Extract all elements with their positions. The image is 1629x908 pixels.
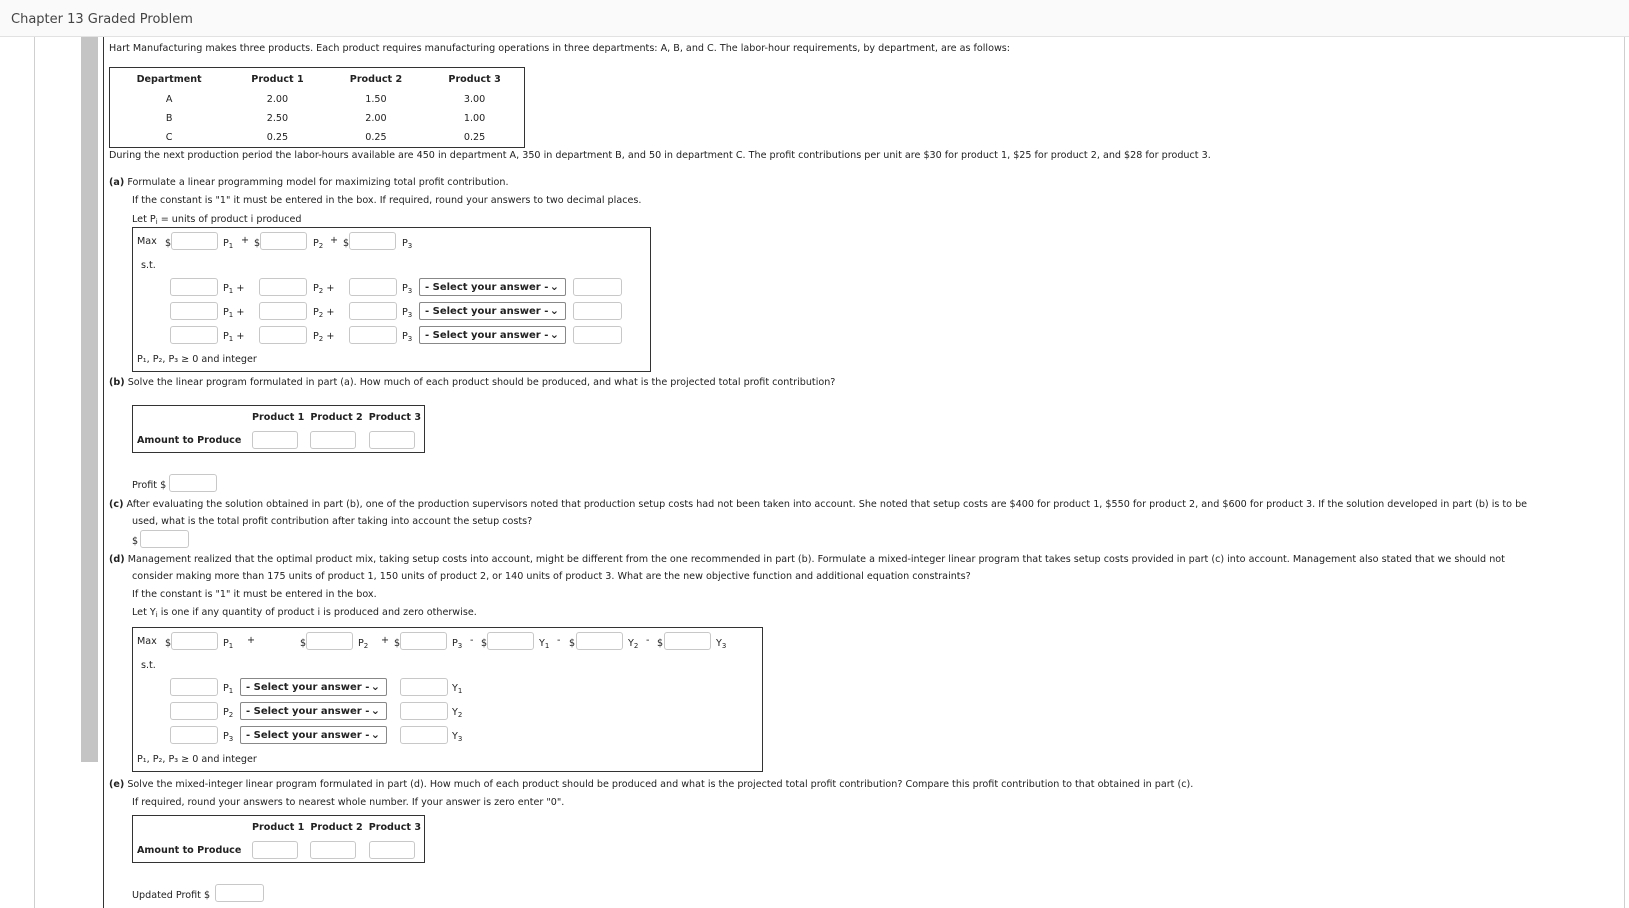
var-sub: 1 [228, 642, 234, 650]
milp-constraint-1-coef-input[interactable] [170, 678, 218, 696]
profit-label: Profit $ [132, 480, 167, 491]
constraint-a-p1-input[interactable] [170, 278, 218, 296]
row-label: Amount to Produce [137, 434, 242, 446]
table-header: Product 1 [251, 73, 304, 85]
table-row [110, 128, 525, 148]
select-value: - Select your answer - [246, 706, 370, 717]
milp-objective-p3-input[interactable] [400, 632, 447, 650]
plus-sign: + [247, 635, 256, 646]
minus-sign: - [470, 635, 474, 646]
let-suffix: = units of product i produced [157, 214, 302, 225]
minus-sign: - [557, 635, 561, 646]
let-subscript: i [155, 218, 158, 226]
var-y3 [716, 637, 726, 653]
var-p2 [358, 637, 368, 653]
var-sub: 3 [407, 311, 413, 319]
table-cell: 0.25 [266, 132, 289, 143]
plus-sign: + [236, 331, 245, 342]
part-e-question-text: Solve the mixed-integer linear program formulated in part (d). How much of each product should be produced and what is the projected total profit contribution? Compare this profit contribution to that obtained in part (c). [127, 779, 1194, 790]
milp-amount-product-1-input[interactable] [252, 841, 298, 859]
var-letter: P [223, 731, 229, 742]
dollar-sign: $ [394, 638, 401, 649]
part-d-question-line1: Management realized that the optimal product mix, taking setup costs into account, might be different from the one recommended in part (b). Formulate a mixed-integer linear program that takes setup costs provided in part (c) into account. Management also stated that we should not [127, 554, 1505, 565]
table-cell: C [165, 132, 173, 143]
var-p3 [223, 730, 233, 746]
var-letter: P [223, 638, 229, 649]
var-sub: 2 [318, 335, 324, 343]
constraint-a-p2-input[interactable] [259, 278, 307, 296]
constraint-a-p3-input[interactable] [349, 278, 397, 296]
var-letter: P [313, 331, 319, 342]
var-letter: P [358, 638, 364, 649]
var-letter: P [223, 331, 229, 342]
amount-product-2-input[interactable] [310, 431, 356, 449]
var-letter: Y [452, 683, 458, 694]
objective-coef-p1-input[interactable] [171, 232, 218, 250]
part-d-question-line2: consider making more than 175 units of product 1, 150 units of product 2, or 140 units of product 3. What are the new objective function and additional equation constraints? [132, 571, 971, 582]
table-cell: A [165, 94, 173, 105]
chevron-down-icon: ⌄ [549, 280, 559, 293]
var-letter: P [223, 283, 229, 294]
table-cell: B [165, 113, 173, 124]
var-letter: P [223, 238, 229, 249]
st-label: s.t. [141, 660, 156, 671]
constraint-c-p3-input[interactable] [349, 326, 397, 344]
part-b-question [109, 376, 835, 389]
var-sub: 2 [633, 642, 639, 650]
var-letter: P [402, 238, 408, 249]
table-cell [249, 428, 307, 453]
plus-sign: + [381, 635, 390, 646]
part-a-instruction: If the constant is "1" it must be entered in the box. If required, round your answers to two decimal places. [132, 195, 642, 206]
part-label: (b) [109, 377, 125, 388]
part-e-question [109, 778, 1193, 791]
var-y1 [452, 682, 462, 698]
part-c-question-line2: used, what is the total profit contribution after taking into account the setup costs? [132, 516, 533, 527]
constraint-b-relation-select[interactable] [419, 302, 566, 320]
select-value: - Select your answer - [425, 330, 549, 341]
var-y2 [628, 637, 638, 653]
table-cell [249, 838, 307, 863]
var-p1 [223, 682, 233, 698]
select-value: - Select your answer - [246, 682, 370, 693]
part-a-question-text: Formulate a linear programming model for maximizing total profit contribution. [127, 177, 509, 188]
var-p3 [402, 237, 412, 253]
var-sub: 2 [318, 242, 324, 250]
table-header: Product 3 [448, 73, 501, 85]
milp-amount-product-2-input[interactable] [310, 841, 356, 859]
var-sub: 3 [721, 642, 727, 650]
var-sub: 1 [228, 287, 234, 295]
milp-objective-p1-input[interactable] [171, 632, 218, 650]
dollar-sign: $ [657, 638, 664, 649]
profit-input[interactable] [169, 474, 217, 492]
dollar-sign: $ [254, 238, 261, 249]
dollar-sign: $ [343, 238, 350, 249]
updated-profit-label: Updated Profit $ [132, 890, 211, 901]
intro-text: Hart Manufacturing makes three products. Each product requires manufacturing operations in three departments: A, B, and C. The labor-hour requirements, by department, are as follows: [109, 43, 1011, 54]
table-cell: 2.00 [266, 94, 289, 105]
var-p3 [402, 282, 412, 298]
minus-sign: - [646, 635, 650, 646]
lp-model-box [132, 227, 651, 372]
var-sub: 1 [228, 311, 234, 319]
table-cell: 0.25 [463, 132, 486, 143]
constraint-c-p1-input[interactable] [170, 326, 218, 344]
table-header-empty [133, 406, 250, 429]
table-header: Product 1 [252, 821, 305, 833]
part-label: (d) [109, 554, 125, 565]
table-header: Department [136, 73, 202, 85]
var-letter: P [223, 307, 229, 318]
var-sub: 1 [228, 687, 234, 695]
var-y3 [452, 730, 462, 746]
var-sub: 1 [457, 687, 463, 695]
var-sub: 3 [228, 735, 234, 743]
content-rule [103, 37, 104, 908]
dollar-sign: $ [569, 638, 576, 649]
part-a-question [109, 176, 509, 189]
var-p1 [223, 282, 244, 298]
row-label: Amount to Produce [137, 844, 242, 856]
table-row [110, 109, 525, 128]
milp-objective-y2-input[interactable] [576, 632, 623, 650]
var-p2 [313, 330, 334, 346]
table-row [133, 428, 425, 453]
var-sub: 3 [407, 287, 413, 295]
var-letter: Y [452, 731, 458, 742]
table-cell: 1.00 [463, 113, 486, 124]
plus-sign: + [326, 331, 335, 342]
constraint-b-p1-input[interactable] [170, 302, 218, 320]
table-header: Product 3 [368, 411, 422, 423]
table-cell: 2.50 [266, 113, 289, 124]
select-value: - Select your answer - [425, 306, 549, 317]
var-p2 [223, 706, 233, 722]
part-d-let [132, 606, 477, 622]
var-letter: Y [539, 638, 545, 649]
part-label: (e) [109, 779, 125, 790]
part-b-question-text: Solve the linear program formulated in part (a). How much of each product should be produced, and what is the projected total profit contribution? [127, 377, 836, 388]
dollar-sign: $ [132, 536, 139, 547]
table-header-row [133, 816, 425, 839]
chevron-down-icon: ⌄ [370, 728, 380, 741]
var-letter: P [452, 638, 458, 649]
part-label: (c) [109, 499, 124, 510]
milp-constraint-1-y-input[interactable] [400, 678, 448, 696]
objective-coef-p2-input[interactable] [260, 232, 307, 250]
var-sub: 1 [228, 242, 234, 250]
var-letter: P [402, 331, 408, 342]
table-cell [307, 428, 365, 453]
part-c-question-line1: After evaluating the solution obtained in part (b), one of the production supervisors noted that production setup costs had not been taken into account. She noted that setup costs are $400 for product 1, $550 for product 2, and $600 for product 3. If the solution developed in part (b) is to be [126, 499, 1528, 510]
plus-sign: + [326, 283, 335, 294]
var-p3 [402, 330, 412, 346]
plus-sign: + [236, 283, 245, 294]
labor-hours-table [109, 67, 525, 148]
var-letter: P [402, 283, 408, 294]
max-label: Max [137, 636, 157, 647]
var-y1 [539, 637, 549, 653]
nonnegativity-text: P₁, P₂, P₃ ≥ 0 and integer [137, 354, 257, 365]
var-sub: 2 [457, 711, 463, 719]
table-cell [307, 838, 365, 863]
select-value: - Select your answer - [425, 282, 549, 293]
milp-constraint-3-coef-input[interactable] [170, 726, 218, 744]
var-p1 [223, 330, 244, 346]
plus-sign: + [326, 307, 335, 318]
header-bar [0, 0, 1629, 37]
table-cell: 3.00 [463, 94, 486, 105]
milp-model-box [132, 627, 763, 772]
var-p1 [223, 637, 233, 653]
constraint-b-p3-input[interactable] [349, 302, 397, 320]
table-header: Product 3 [368, 821, 422, 833]
var-letter: Y [716, 638, 722, 649]
chevron-down-icon: ⌄ [370, 680, 380, 693]
var-p2 [313, 306, 334, 322]
milp-constraint-1-relation-select[interactable] [240, 678, 387, 696]
milp-constraint-2-y-input[interactable] [400, 702, 448, 720]
table-header-empty [133, 816, 250, 839]
st-label: s.t. [141, 260, 156, 271]
var-sub: 2 [228, 711, 234, 719]
milp-objective-y3-input[interactable] [664, 632, 711, 650]
let-prefix: Let Y [132, 607, 156, 618]
var-sub: 3 [407, 335, 413, 343]
part-e-instruction: If required, round your answers to nearest whole number. If your answer is zero enter "0". [132, 797, 565, 808]
constraint-b-rhs-input[interactable] [573, 302, 622, 320]
table-row [110, 90, 525, 109]
table-cell: 1.50 [365, 94, 387, 105]
chevron-down-icon: ⌄ [370, 704, 380, 717]
scroll-track[interactable] [81, 37, 98, 762]
milp-constraint-3-y-input[interactable] [400, 726, 448, 744]
let-subscript: i [155, 611, 158, 619]
amount-product-1-input[interactable] [252, 431, 298, 449]
dollar-sign: $ [481, 638, 488, 649]
chevron-down-icon: ⌄ [549, 304, 559, 317]
constraint-b-p2-input[interactable] [259, 302, 307, 320]
var-letter: P [313, 307, 319, 318]
var-p2 [313, 282, 334, 298]
constraint-c-rhs-input[interactable] [573, 326, 622, 344]
table-header: Product 2 [349, 73, 403, 85]
page-title: Chapter 13 Graded Problem [11, 12, 193, 27]
var-letter: P [313, 238, 319, 249]
var-letter: P [223, 683, 229, 694]
part-c-question [109, 498, 1527, 511]
part-e-answer-table [132, 815, 425, 863]
var-p3 [452, 637, 462, 653]
milp-constraint-2-relation-select[interactable] [240, 702, 387, 720]
nonnegativity-text: P₁, P₂, P₃ ≥ 0 and integer [137, 754, 257, 765]
part-label: (a) [109, 177, 125, 188]
constraint-c-relation-select[interactable] [419, 326, 566, 344]
plus-sign: + [330, 235, 339, 246]
var-sub: 1 [544, 642, 550, 650]
milp-amount-product-3-input[interactable] [369, 841, 415, 859]
availability-text: During the next production period the labor-hours available are 450 in department A, 350 in department B, and 50 in department C. The profit contributions per unit are $30 for product 1, $25 for product 2, and $28 for product 3. [109, 150, 1211, 161]
part-b-answer-table [132, 405, 425, 453]
milp-objective-p2-input[interactable] [306, 632, 353, 650]
table-cell: 2.00 [365, 113, 387, 124]
constraint-a-relation-select[interactable] [419, 278, 566, 296]
table-cell [366, 838, 425, 863]
milp-constraint-2-coef-input[interactable] [170, 702, 218, 720]
var-p2 [313, 237, 323, 253]
var-sub: 2 [318, 287, 324, 295]
left-border [34, 37, 35, 908]
right-border [1624, 37, 1625, 908]
dollar-sign: $ [300, 638, 307, 649]
var-sub: 3 [407, 242, 413, 250]
table-header: Product 2 [310, 411, 363, 423]
var-sub: 3 [457, 735, 463, 743]
table-header-row [110, 68, 525, 91]
var-letter: Y [628, 638, 634, 649]
amount-product-3-input[interactable] [369, 431, 415, 449]
dollar-sign: $ [165, 638, 172, 649]
var-sub: 2 [318, 311, 324, 319]
table-row [133, 838, 425, 863]
table-header: Product 2 [310, 821, 363, 833]
plus-sign: + [241, 235, 250, 246]
part-d-instruction: If the constant is "1" it must be entered in the box. [132, 589, 377, 600]
var-p3 [402, 306, 412, 322]
part-d-question [109, 553, 1505, 566]
constraint-a-rhs-input[interactable] [573, 278, 622, 296]
chevron-down-icon: ⌄ [549, 328, 559, 341]
setup-adjusted-profit-input[interactable] [140, 530, 189, 548]
dollar-sign: $ [165, 238, 172, 249]
var-sub: 1 [228, 335, 234, 343]
var-letter: P [402, 307, 408, 318]
var-p1 [223, 306, 244, 322]
var-y2 [452, 706, 462, 722]
let-suffix: is one if any quantity of product i is produced and zero otherwise. [157, 607, 477, 618]
var-sub: 3 [457, 642, 463, 650]
table-cell [366, 428, 425, 453]
select-value: - Select your answer - [246, 730, 370, 741]
table-header: Product 1 [252, 411, 305, 423]
var-sub: 2 [363, 642, 369, 650]
var-letter: P [223, 707, 229, 718]
constraint-c-p2-input[interactable] [259, 326, 307, 344]
table-header-row [133, 406, 425, 429]
milp-objective-y1-input[interactable] [487, 632, 534, 650]
var-letter: P [313, 283, 319, 294]
var-letter: Y [452, 707, 458, 718]
table-cell: 0.25 [365, 132, 387, 143]
let-prefix: Let P [132, 214, 156, 225]
plus-sign: + [236, 307, 245, 318]
max-label: Max [137, 236, 157, 247]
updated-profit-input[interactable] [215, 884, 264, 902]
var-p1 [223, 237, 233, 253]
milp-constraint-3-relation-select[interactable] [240, 726, 387, 744]
objective-coef-p3-input[interactable] [349, 232, 396, 250]
